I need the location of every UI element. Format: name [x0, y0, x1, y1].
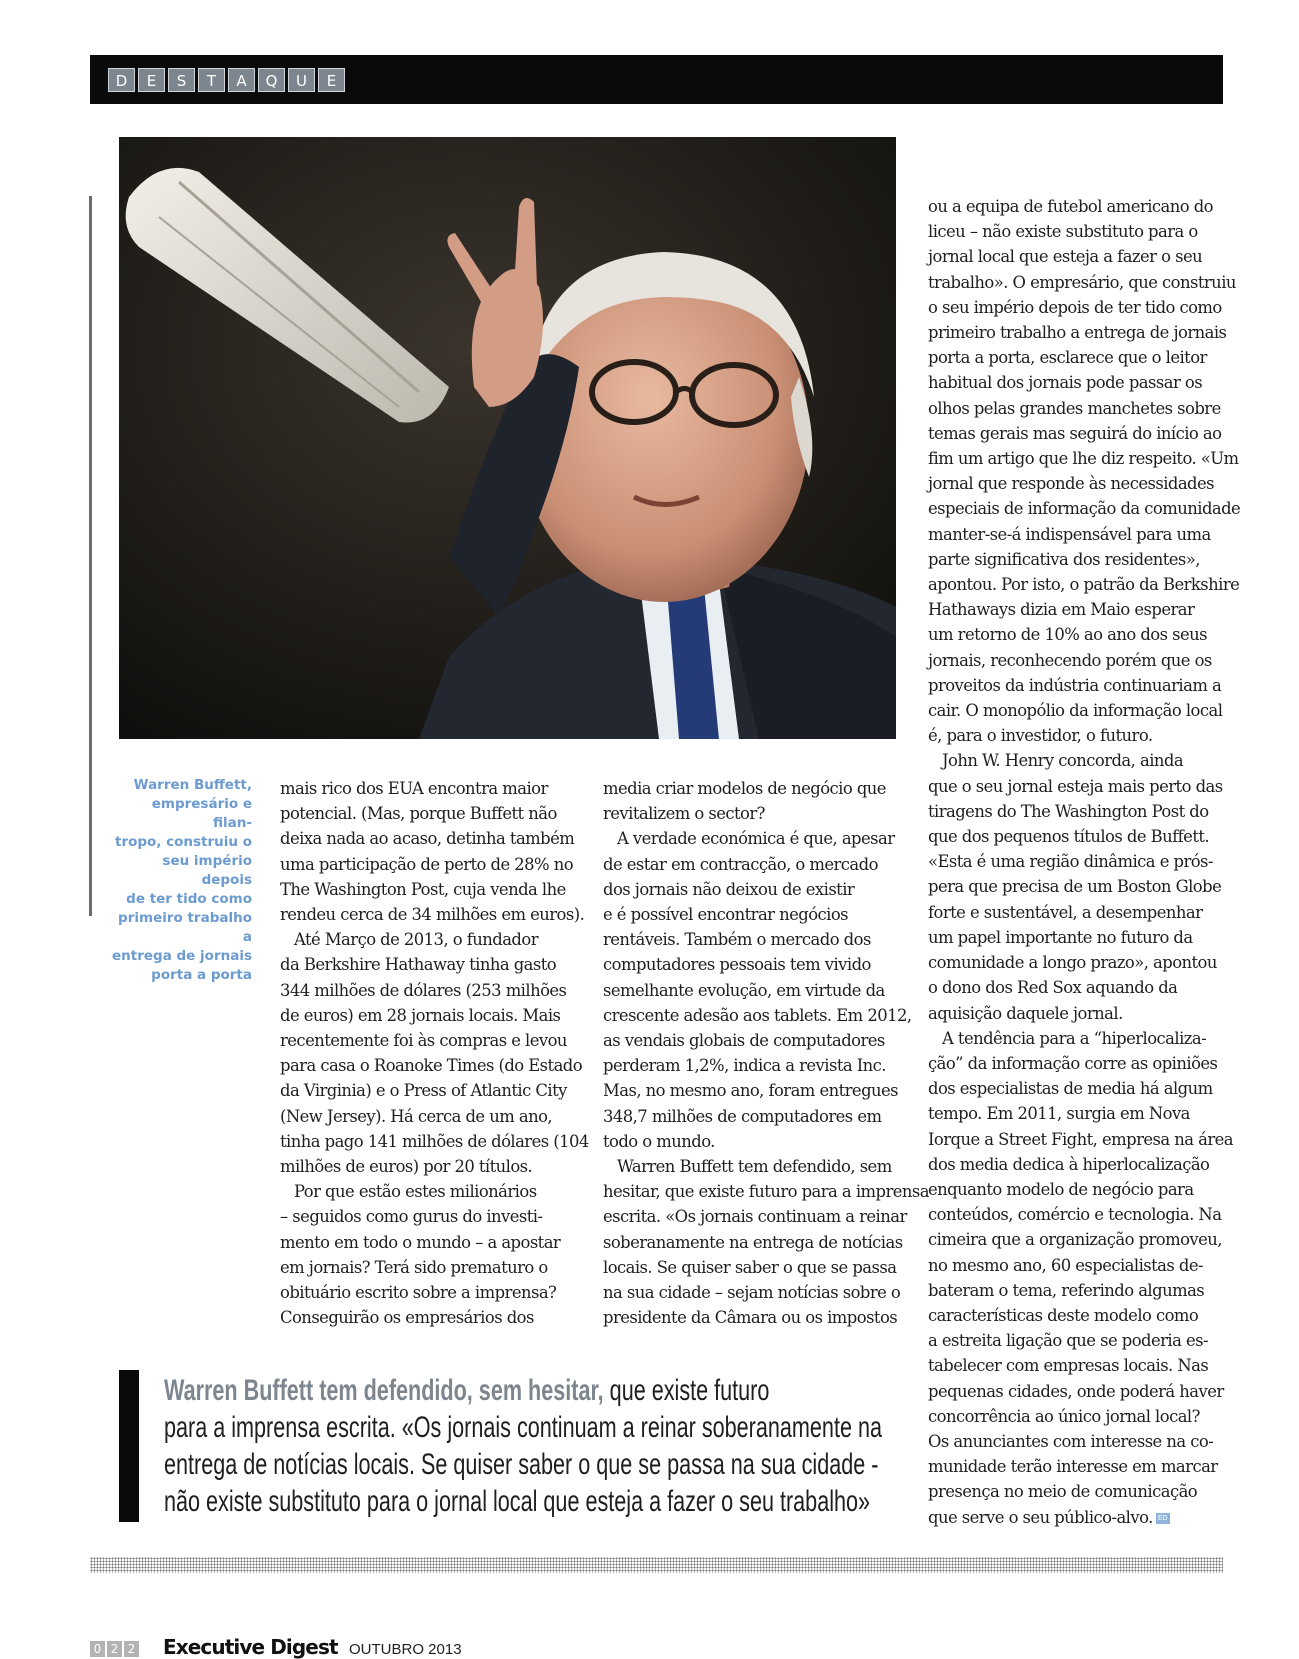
pull-quote-lead: Warren Buffett tem defendido, sem hesitar,	[164, 1374, 604, 1407]
end-mark-icon: ED	[1156, 1513, 1170, 1524]
section-letter: D	[108, 68, 135, 92]
section-letter: T	[198, 68, 225, 92]
section-letter: U	[288, 68, 315, 92]
page-digit: 0	[90, 1641, 105, 1657]
page-digit: 2	[107, 1641, 122, 1657]
photo-caption: Warren Buffett, empresário e filan- tropo, construiu o seu império depois de ter tido como primeiro trabalho a entrega de jornais porta a porta	[112, 777, 252, 983]
section-letter: A	[228, 68, 255, 92]
article-column-2: media criar modelos de negócio que revitalizem o sector? A verdade económica é que, apesar de estar em contracção, o mercado dos jornais não deixou de existir e é possível encontrar negócios rentáveis. Também o mercado dos computadores pessoais tem vivido semelhante evolução, em virtude da crescente adesão aos tablets. Em 2012, as vendais globais de computadores perderam 1,2%, indica a revista Inc. Mas, no mesmo ano, foram entregues 348,7 milhões de computadores em todo o mundo. Warren Buffett tem defendido, sem hesitar, que existe futuro para a imprensa escrita. «Os jornais continuam a reinar soberanamente na entrega de notícias locais. Se quiser saber o que se passa na sua cidade – sejam notícias sobre o presidente da Câmara ou os impostos	[603, 779, 929, 1328]
caption-rule	[89, 196, 92, 916]
footer-dot-band	[90, 1557, 1223, 1573]
section-label	[108, 68, 345, 92]
section-letter: Q	[258, 68, 285, 92]
pull-quote	[164, 1372, 882, 1520]
section-letter: S	[168, 68, 195, 92]
issue-date: OUTUBRO 2013	[349, 1641, 462, 1658]
pull-quote-text: que existe futuro para a imprensa escrita. «Os jornais continuam a reinar soberanamente na entrega de notícias locais. Se quiser saber o que se passa na sua cidade - não existe substituto para o jornal local que esteja a fazer o seu trabalho»	[164, 1374, 882, 1518]
page-number	[90, 1641, 139, 1657]
article-column-3-text: ou a equipa de futebol americano do liceu – não existe substituto para o jornal local que esteja a fazer o seu trabalho». O empresário, que construiu o seu império depois de ter tido como primeiro trabalho a entrega de jornais porta a porta, esclarece que o leitor habitual dos jornais pode passar os olhos pelas grandes manchetes sobre temas gerais mas seguirá do início ao fim um artigo que lhe diz respeito. «Um jornal que responde às necessidades especiais de informação da comunidade manter-se-á indispensável para uma parte significativa dos residentes», apontou. Por isto, o patrão da Berkshire Hathaways dizia em Maio esperar um retorno de 10% ao ano dos seus jornais, reconhecendo porém que os proveitos da indústria continuariam a cair. O monopólio da informação local é, para o investidor, o futuro. John W. Henry concorda, ainda que o seu jornal esteja mais perto das tiragens do The Washington Post do que dos pequenos títulos de Buffett. «Esta é uma região dinâmica e prós- pera que precisa de um Boston Globe forte e sustentável, a desempenhar um papel importante no futuro da comunidade a longo prazo», apontou o dono dos Red Sox aquando da aquisição daquele jornal. A tendência para a “hiperlocaliza- ção” da informação corre as opiniões dos especialistas de media há algum tempo. Em 2011, surgia em Nova Iorque a Street Fight, empresa na área dos media dedica à hiperlocalização enquanto modelo de negócio para conteúdos, comércio e tecnologia. Na cimeira que a organização promoveu, no mesmo ano, 60 especialistas de- bateram o tema, referindo algumas características deste modelo como a estreita ligação que se poderia es- tabelecer com empresas locais. Nas pequenas cidades, onde poderá haver concorrência ao único jornal local? Os anunciantes com interesse na co- munidade terão interesse em marcar presença no meio de comunicação que serve o seu público-alvo.	[928, 197, 1241, 1527]
magazine-brand: Executive Digest	[163, 1635, 338, 1659]
section-letter: E	[318, 68, 345, 92]
pull-quote-bar	[119, 1370, 139, 1522]
article-photo	[119, 137, 896, 739]
article-column-1: mais rico dos EUA encontra maior potencial. (Mas, porque Buffett não deixa nada ao acaso, detinha também uma participação de perto de 28% no The Washington Post, cuja venda lhe rendeu cerca de 34 milhões em euros). Até Março de 2013, o fundador da Berkshire Hathaway tinha gasto 344 milhões de dólares (253 milhões de euros) em 28 jornais locais. Mais recentemente foi às compras e levou para casa o Roanoke Times (do Estado da Virginia) e o Press of Atlantic City (New Jersey). Há cerca de um ano, tinha pago 141 milhões de dólares (104 milhões de euros) por 20 títulos. Por que estão estes milionários – seguidos como gurus do investi- mento em todo o mundo – a apostar em jornais? Terá sido prematuro o obituário escrito sobre a imprensa? Conseguirão os empresários dos	[280, 779, 589, 1328]
photo-illustration	[119, 137, 896, 739]
section-letter: E	[138, 68, 165, 92]
page-digit: 2	[124, 1641, 139, 1657]
article-column-3	[928, 194, 1241, 1530]
